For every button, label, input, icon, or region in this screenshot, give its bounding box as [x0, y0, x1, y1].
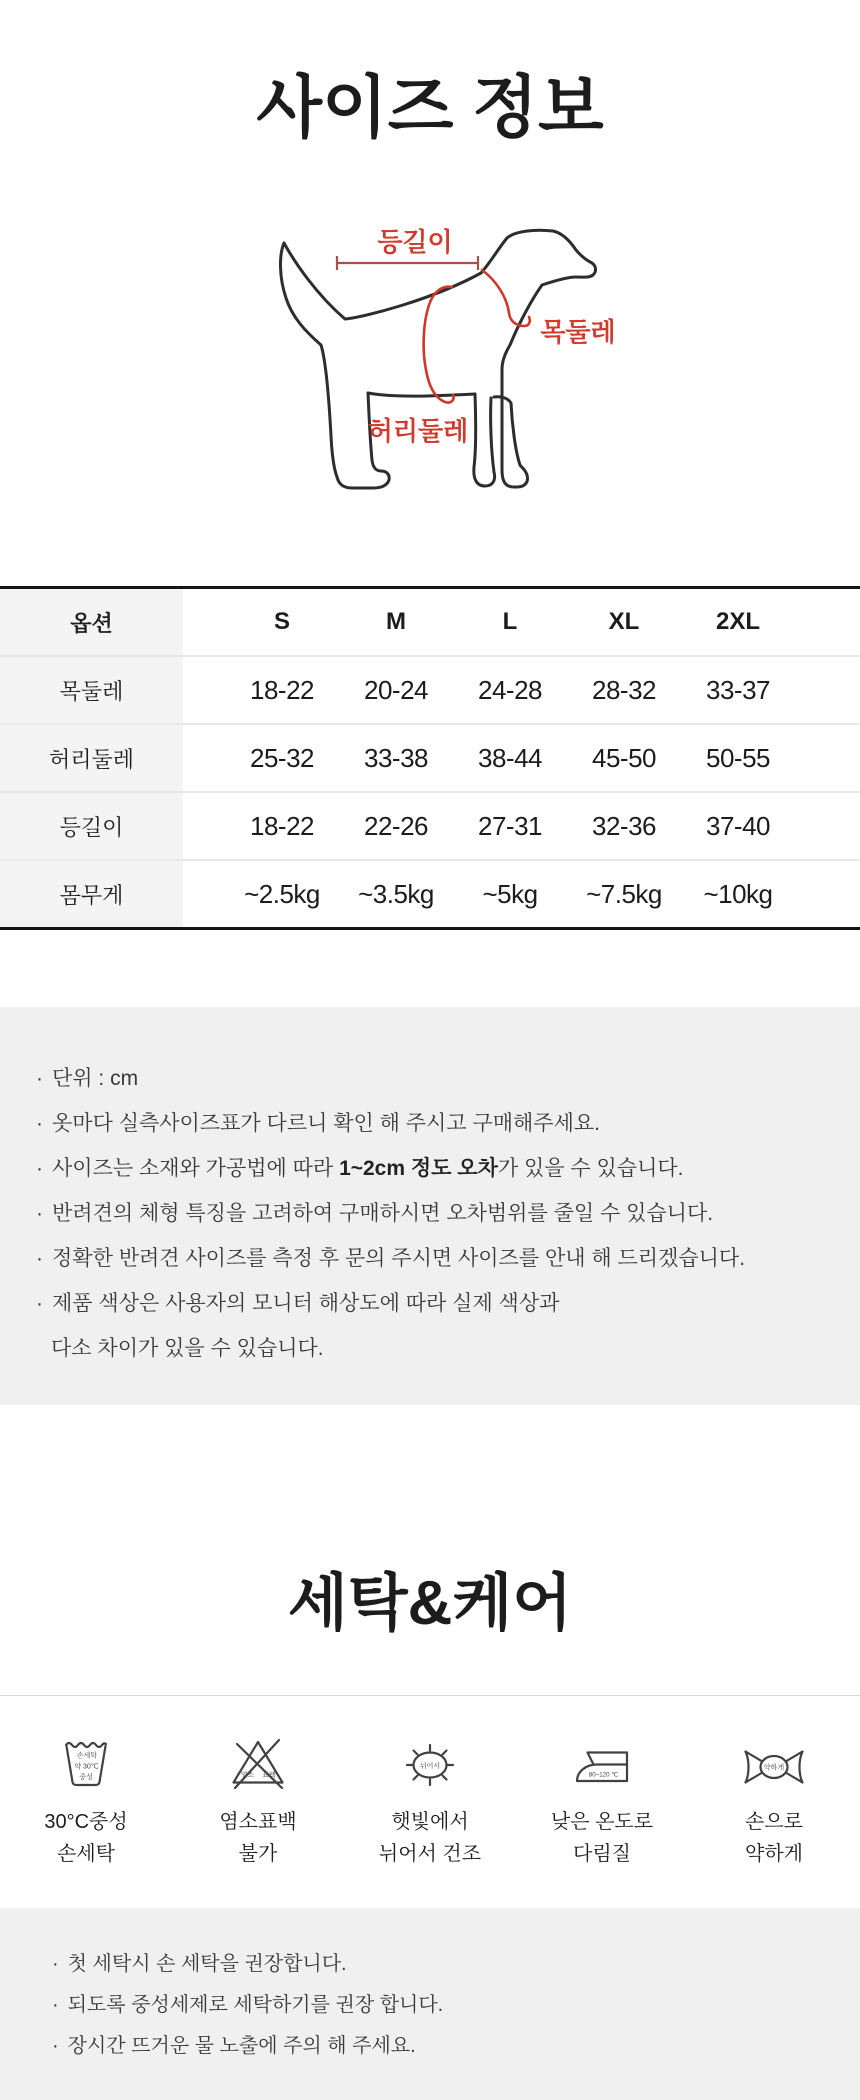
svg-text:80~120 ℃: 80~120 ℃: [588, 1771, 619, 1779]
care-icons-row: [0, 1712, 860, 1870]
care-label: 30°C중성: [44, 1811, 128, 1833]
dog-measurement-diagram: [245, 155, 675, 505]
care-item-iron-low: [516, 1712, 688, 1870]
table-value-cell: 33-38: [339, 724, 453, 792]
table-header-2xl: 2XL: [681, 588, 795, 657]
svg-text:뉘어서: 뉘어서: [419, 1763, 441, 1770]
table-value-cell: 28-32: [567, 656, 681, 724]
table-row-neck: [0, 656, 860, 724]
dog-belly-path: [368, 393, 475, 396]
table-value-cell: 18-22: [225, 792, 339, 860]
neck-label: 목둘레: [540, 317, 616, 347]
dog-tail-hindleg-path: [280, 243, 389, 488]
svg-text:손세탁: 손세탁: [76, 1752, 98, 1760]
table-value-cell: ~7.5kg: [586, 878, 662, 909]
table-value-cell: 22-26: [339, 792, 453, 860]
table-value-cell: ~10kg: [703, 878, 773, 909]
care-label: 낮은 온도로: [550, 1811, 654, 1833]
care-notes-section: [0, 1908, 860, 2100]
table-value-cell: 32-36: [567, 792, 681, 860]
table-value-cell: 18-22: [225, 656, 339, 724]
care-label: 뉘어서 건조: [378, 1843, 482, 1865]
svg-text:염소: 염소: [240, 1772, 255, 1779]
hand-wring-icon: [742, 1730, 806, 1796]
size-note: · 정확한 반려견 사이즈를 측정 후 문의 주시면 사이즈를 안내 해 드리겠습니다.: [36, 1247, 746, 1270]
table-value-cell: 27-31: [453, 792, 567, 860]
care-label: 염소표백: [219, 1811, 297, 1833]
size-note-continuation: 다소 차이가 있을 수 있습니다.: [51, 1337, 324, 1360]
table-value-cell: ~3.5kg: [358, 878, 434, 909]
table-header-option: 옵션: [0, 588, 183, 657]
svg-text:중성: 중성: [79, 1774, 93, 1781]
care-item-lay-flat-dry: [344, 1712, 516, 1870]
table-label-cell: 허리둘레: [0, 724, 183, 792]
table-header-m: M: [339, 588, 453, 657]
size-note: · 단위 : cm: [36, 1067, 139, 1090]
waist-label: 허리둘레: [367, 416, 469, 446]
care-label: 다림질: [573, 1843, 631, 1865]
care-note: · 장시간 뜨거운 물 노출에 주의 해 주세요.: [52, 2035, 416, 2057]
size-table: [0, 586, 860, 930]
care-label: 약하게: [745, 1843, 803, 1865]
svg-text:약하게: 약하게: [763, 1764, 785, 1772]
size-note: · 옷마다 실측사이즈표가 다르니 확인 해 주시고 구매해주세요.: [36, 1112, 600, 1135]
svg-text:약 30℃: 약 30℃: [74, 1763, 99, 1771]
table-value-cell: ~2.5kg: [244, 878, 320, 909]
care-label: 손세탁: [57, 1843, 115, 1865]
no-bleach-icon: [226, 1730, 290, 1796]
care-label: 불가: [238, 1843, 278, 1865]
care-item-no-bleach: [172, 1712, 344, 1870]
care-label: 손으로: [745, 1811, 803, 1833]
table-header-l: L: [453, 588, 567, 657]
waist-measure-arc: [424, 287, 454, 403]
table-value-cell: 37-40: [681, 792, 795, 860]
table-value-cell: 45-50: [567, 724, 681, 792]
table-row-waist: [0, 724, 860, 792]
care-label: 햇빛에서: [391, 1811, 469, 1833]
table-row-back-length: [0, 792, 860, 860]
dog-outline-drawing: [245, 155, 675, 505]
size-note: · 사이즈는 소재와 가공법에 따라 1~2cm 정도 오차가 있을 수 있습니다.: [36, 1157, 684, 1180]
table-header-s: S: [225, 588, 339, 657]
table-header-xl: XL: [567, 588, 681, 657]
dog-far-front-leg-path: [474, 394, 495, 486]
size-note: · 제품 색상은 사용자의 모니터 해상도에 따라 실제 색상과: [36, 1292, 560, 1315]
table-label-cell: 몸무게: [0, 860, 183, 929]
back-length-label: 등길이: [377, 227, 453, 257]
care-section-divider: [0, 1695, 860, 1696]
iron-low-icon: [570, 1730, 634, 1796]
care-note: · 첫 세탁시 손 세탁을 권장합니다.: [52, 1953, 347, 1975]
table-value-cell: 33-37: [681, 656, 795, 724]
table-value-cell: 20-24: [339, 656, 453, 724]
table-value-cell: 25-32: [225, 724, 339, 792]
table-row-weight: [0, 860, 860, 929]
size-table-header-row: [0, 588, 860, 657]
svg-text:표백: 표백: [262, 1772, 276, 1779]
wash-care-title: 세탁&케어: [287, 1569, 573, 1638]
size-info-title: 사이즈 정보: [256, 70, 604, 146]
lay-flat-dry-icon: [398, 1730, 462, 1796]
table-value-cell: ~5kg: [482, 878, 538, 909]
care-note: · 되도록 중성세제로 세탁하기를 권장 합니다.: [52, 1994, 444, 2016]
size-note: · 반려견의 체형 특징을 고려하여 구매하시면 오차범위를 줄일 수 있습니다.: [36, 1202, 714, 1225]
table-label-cell: 등길이: [0, 792, 183, 860]
care-item-hand-wring: [688, 1712, 860, 1870]
table-value-cell: 50-55: [681, 724, 795, 792]
size-notes-section: [0, 1007, 860, 1405]
table-label-cell: 목둘레: [0, 656, 183, 724]
hand-wash-icon: [54, 1730, 118, 1796]
care-item-hand-wash: [0, 1712, 172, 1870]
table-value-cell: 24-28: [453, 656, 567, 724]
table-value-cell: 38-44: [453, 724, 567, 792]
